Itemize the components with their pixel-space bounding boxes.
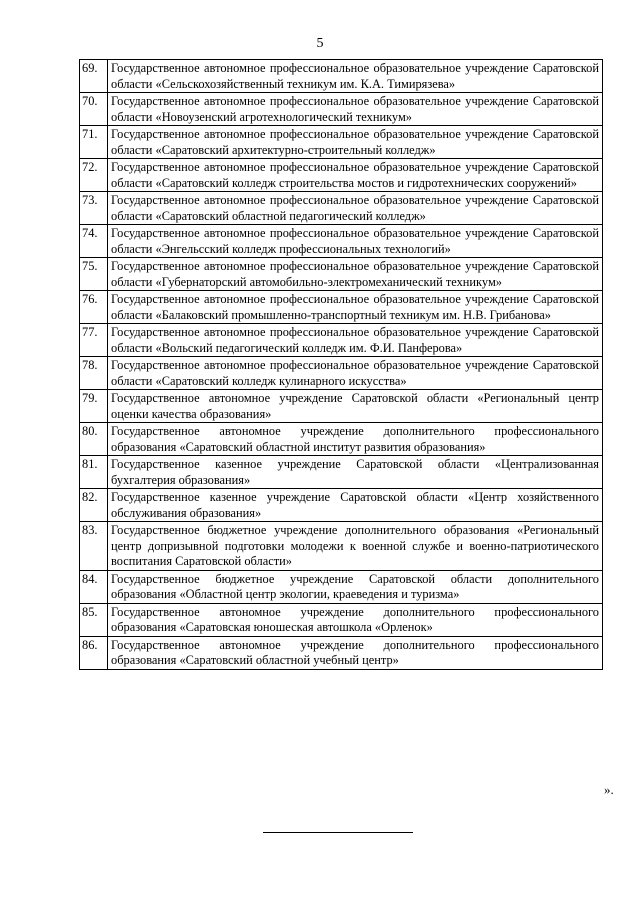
institutions-table (79, 59, 603, 670)
institution-name: Государственное автономное профессиональное образовательное учреждение Саратовской области «Сельскохозяйственный техникум им. К.А. Тимирязева» (108, 60, 603, 93)
table-row (80, 291, 603, 324)
row-number: 77. (80, 324, 108, 357)
institution-name: Государственное автономное учреждение дополнительного профессионального образования «Саратовская юношеская автошкола «Орленок» (108, 603, 603, 636)
table-row (80, 324, 603, 357)
row-number: 71. (80, 126, 108, 159)
table-row (80, 603, 603, 636)
institution-name: Государственное казенное учреждение Саратовской области «Центр хозяйственного обслуживания образования» (108, 489, 603, 522)
row-number: 73. (80, 192, 108, 225)
institution-name: Государственное автономное профессиональное образовательное учреждение Саратовской области «Саратовский областной педагогический колледж» (108, 192, 603, 225)
institution-name: Государственное автономное учреждение дополнительного профессионального образования «Саратовский областной учебный центр» (108, 636, 603, 669)
table-row (80, 522, 603, 571)
institution-name: Государственное автономное профессиональное образовательное учреждение Саратовской области «Энгельсский колледж профессиональных технологий» (108, 225, 603, 258)
table-row (80, 126, 603, 159)
table-row (80, 636, 603, 669)
institution-name: Государственное автономное профессиональное образовательное учреждение Саратовской области «Новоузенский агротехнологический техникум» (108, 93, 603, 126)
institution-name: Государственное автономное профессиональное образовательное учреждение Саратовской области «Вольский педагогический колледж им. Ф.И. Панферова» (108, 324, 603, 357)
footer-separator-line (263, 832, 413, 833)
row-number: 86. (80, 636, 108, 669)
institution-name: Государственное бюджетное учреждение дополнительного образования «Региональный центр допризывной подготовки молодежи к военной службе и военно-патриотического воспитания Саратовской области» (108, 522, 603, 571)
closing-quote-mark: ». (604, 782, 614, 797)
table-row (80, 456, 603, 489)
row-number: 72. (80, 159, 108, 192)
table-row (80, 357, 603, 390)
institution-name: Государственное казенное учреждение Саратовской области «Централизованная бухгалтерия образования» (108, 456, 603, 489)
institutions-table-body (80, 60, 603, 670)
row-number: 75. (80, 258, 108, 291)
table-row (80, 60, 603, 93)
table-row (80, 489, 603, 522)
institution-name: Государственное автономное профессиональное образовательное учреждение Саратовской области «Губернаторский автомобильно-электромеханический техникум» (108, 258, 603, 291)
page-number: 5 (316, 36, 324, 51)
institution-name: Государственное автономное профессиональное образовательное учреждение Саратовской области «Балаковский промышленно-транспортный техникум им. Н.В. Грибанова» (108, 291, 603, 324)
row-number: 84. (80, 570, 108, 603)
row-number: 78. (80, 357, 108, 390)
row-number: 79. (80, 390, 108, 423)
table-row (80, 159, 603, 192)
institution-name: Государственное автономное профессиональное образовательное учреждение Саратовской области «Саратовский колледж строительства мостов и гидротехнических сооружений» (108, 159, 603, 192)
row-number: 85. (80, 603, 108, 636)
row-number: 70. (80, 93, 108, 126)
institution-name: Государственное автономное учреждение дополнительного профессионального образования «Саратовский областной институт развития образования» (108, 423, 603, 456)
table-row (80, 570, 603, 603)
table-row (80, 192, 603, 225)
row-number: 82. (80, 489, 108, 522)
row-number: 83. (80, 522, 108, 571)
table-row (80, 258, 603, 291)
table-row (80, 423, 603, 456)
institution-name: Государственное бюджетное учреждение Саратовской области дополнительного образования «Областной центр экологии, краеведения и туризма» (108, 570, 603, 603)
institution-name: Государственное автономное учреждение Саратовской области «Региональный центр оценки качества образования» (108, 390, 603, 423)
table-row (80, 225, 603, 258)
row-number: 76. (80, 291, 108, 324)
table-row (80, 390, 603, 423)
row-number: 69. (80, 60, 108, 93)
row-number: 74. (80, 225, 108, 258)
row-number: 80. (80, 423, 108, 456)
row-number: 81. (80, 456, 108, 489)
table-row (80, 93, 603, 126)
institution-name: Государственное автономное профессиональное образовательное учреждение Саратовской области «Саратовский колледж кулинарного искусства» (108, 357, 603, 390)
institution-name: Государственное автономное профессиональное образовательное учреждение Саратовской области «Саратовский архитектурно-строительный колледж» (108, 126, 603, 159)
